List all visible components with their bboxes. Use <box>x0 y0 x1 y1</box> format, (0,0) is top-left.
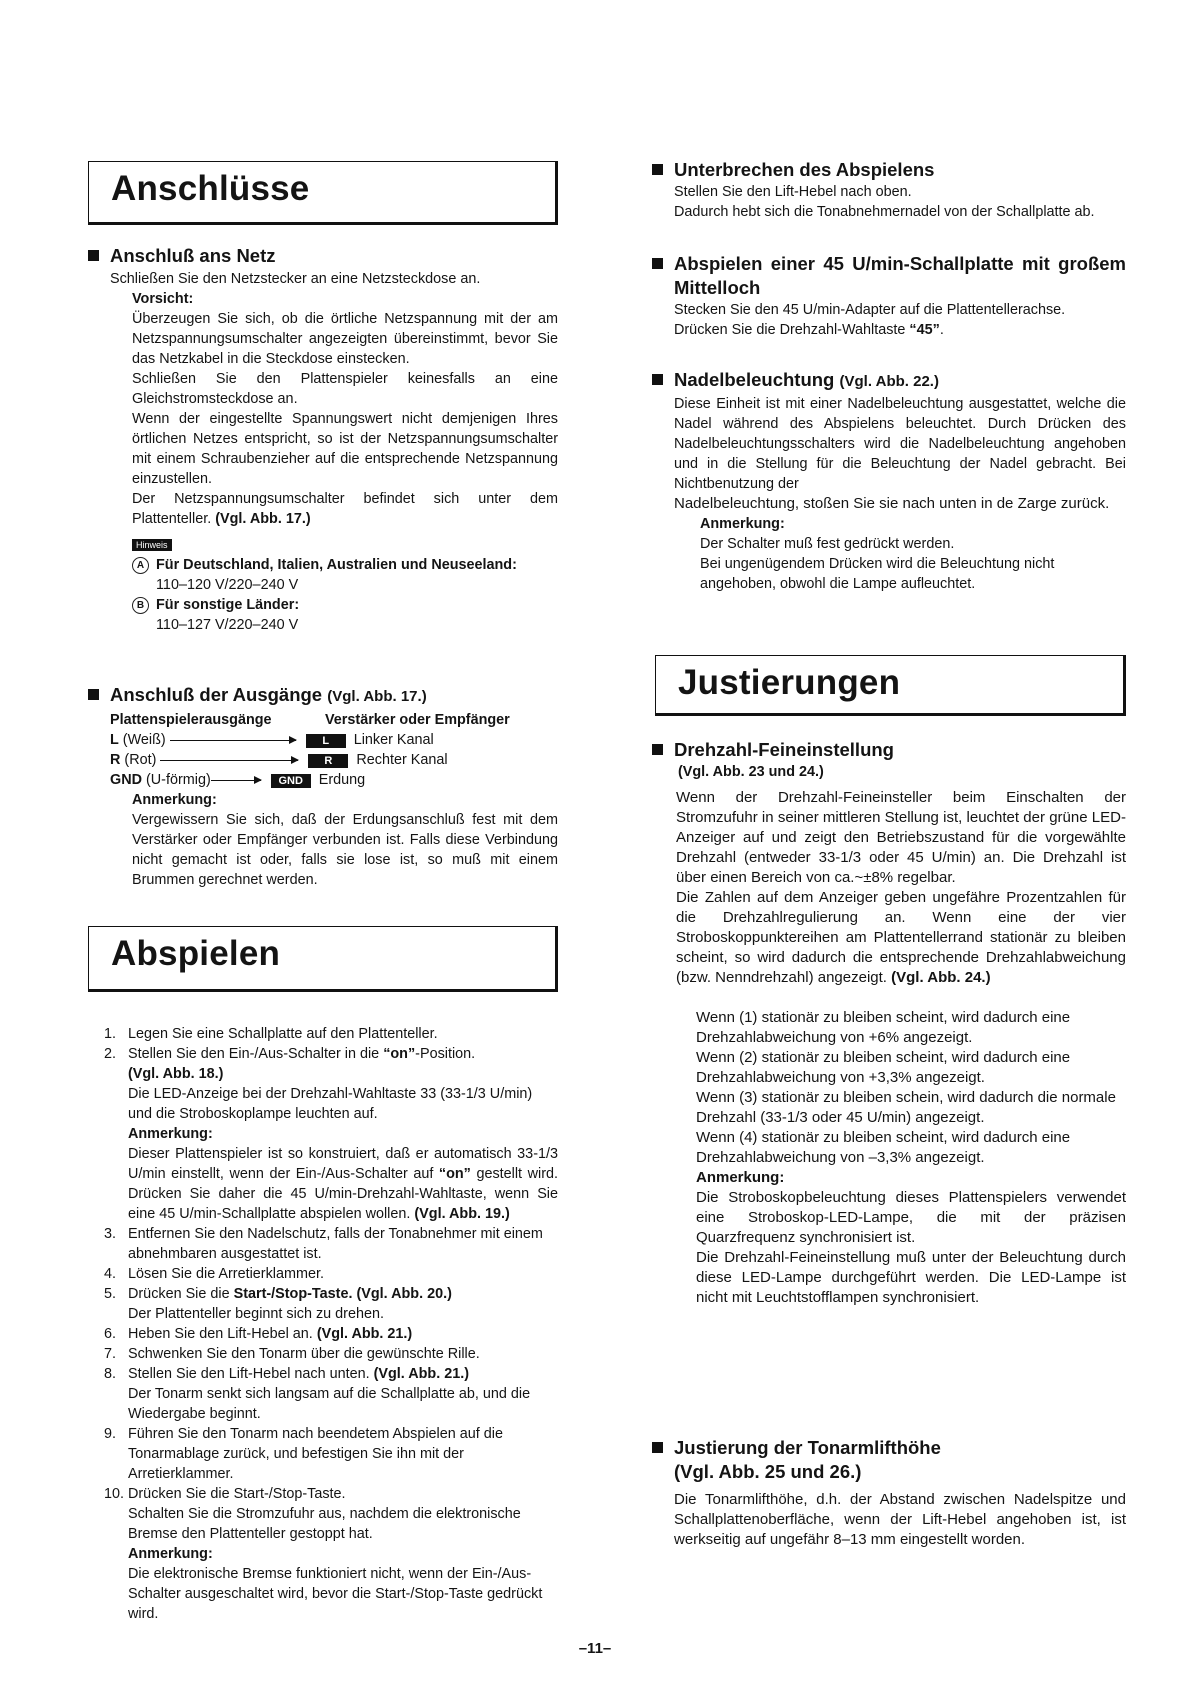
laender-b: B Für sonstige Länder: <box>132 595 558 615</box>
drehzahl-note1: Die Stroboskopbeleuchtung dieses Plattenspielers verwendet eine Stroboskop-LED-Lampe, die mit der präzisen Quarzfrequenz synchronisiert ist. <box>696 1189 1126 1246</box>
step-10: 10. Drücken Sie die Start-/Stop-Taste. Schalten Sie die Stromzufuhr aus, nachdem die elektronische Bremse den Plattenteller gestoppt hat. Anmerkung: Die elektronische Bremse funktioniert nicht, wenn der Ein-/Aus-Schalter ausgeschaltet wird, bevor die Start-/Stop-Taste gedrückt wird. <box>104 1486 543 1622</box>
circle-a-icon: A <box>132 557 149 574</box>
heading-mittelloch: Abspielen einer 45 U/min-Schallplatte mit großem Mittelloch <box>674 253 1126 298</box>
section-title-justierungen: Justierungen <box>678 663 901 702</box>
step-2: 2. Stellen Sie den Ein-/Aus-Schalter in die “on”-Position. (Vgl. Abb. 18.) Die LED-Anzeige bei der Drehzahl-Wahltaste 33 (33-1/3 U/min) und die Stroboskoplampe leuchten auf. Anmerkung: Dieser Plattenspieler ist so konstruiert, daß er automatisch 33-1/3 U/min einstellt, wenn der Ein-/Aus-Schalter auf “on” gestellt wird. Drücken Sie daher die 45 U/min-Drehzahl-Wahltaste, wenn Sie eine 45 U/min-Schallplatte abspielen wollen. (Vgl. Abb. 19.) <box>104 1046 558 1222</box>
tag-l: L <box>306 734 346 748</box>
hinweis-badge: Hinweis <box>132 539 172 551</box>
laender-a-value: 110–120 V/220–240 V <box>156 577 299 593</box>
netz-p4: Der Netzspannungsumschalter befindet sich unter dem Plattenteller. (Vgl. Abb. 17.) <box>132 491 558 527</box>
step-9: 9. Führen Sie den Tonarm nach beendetem Abspielen auf die Tonarmablage zurück, und befestigen Sie ihn mit der Arretierklammer. <box>104 1426 503 1482</box>
netz-intro: Schließen Sie den Netzstecker an eine Netzsteckdose an. <box>110 271 481 287</box>
circle-b-icon: B <box>132 597 149 614</box>
arrow-right-icon <box>160 760 298 761</box>
abspielen-steps <box>104 1024 558 1624</box>
col-header-target: Verstärker oder Empfänger <box>325 712 510 728</box>
section-box-anschluesse <box>88 161 558 225</box>
drehzahl-ref: (Vgl. Abb. 23 und 24.) <box>678 764 824 780</box>
mittelloch-p2: Drücken Sie die Drehzahl-Wahltaste “45”. <box>674 322 944 338</box>
step-7: 7. Schwenken Sie den Tonarm über die gewünschte Rille. <box>104 1346 480 1362</box>
block-anschluss-ausgaenge <box>88 683 558 890</box>
block-anschluss-netz <box>88 244 558 635</box>
bullet-square-icon <box>652 744 663 755</box>
step-3: 3. Entfernen Sie den Nadelschutz, falls der Tonabnehmer mit einem abnehmbaren ausgestattet ist. <box>104 1226 543 1262</box>
connection-row-r: R (Rot) R Rechter Kanal <box>110 752 448 768</box>
arrow-right-icon <box>170 740 296 741</box>
unterbrechen-p1: Stellen Sie den Lift-Hebel nach oben. <box>674 184 912 200</box>
bullet-square-icon <box>652 374 663 385</box>
mittelloch-p1: Stecken Sie den 45 U/min-Adapter auf die Plattentellerachse. <box>674 302 1066 318</box>
bullet-square-icon <box>88 250 99 261</box>
nadel-note-label: Anmerkung: <box>700 516 785 532</box>
block-tonarmlift <box>652 1436 1126 1550</box>
tag-gnd: GND <box>271 774 311 788</box>
arrow-right-icon <box>211 780 261 781</box>
wenn-3: Wenn (3) stationär zu bleiben schein, wird dadurch die normale Drehzahl (33-1/3 oder 45 U/min) angezeigt. <box>696 1089 1116 1126</box>
netz-p1: Überzeugen Sie sich, ob die örtliche Netzspannung mit der am Netzspannungsumschalter angezeigten übereinstimmt, bevor Sie das Netzkabel in die Steckdose einstecken. <box>132 311 558 367</box>
step-4: 4. Lösen Sie die Arretierklammer. <box>104 1266 324 1282</box>
heading-tonarmlift: Justierung der Tonarmlifthöhe <box>652 1436 1126 1460</box>
block-unterbrechen <box>652 158 1126 222</box>
heading-unterbrechen: Unterbrechen des Abspielens <box>652 158 1126 182</box>
bullet-square-icon <box>652 1442 663 1453</box>
page-number: –11– <box>578 1640 612 1657</box>
drehzahl-p1: Wenn der Drehzahl-Feineinsteller beim Einschalten der Stromzufuhr in seiner mittleren Stellung ist, leuchtet der grüne LED-Anzeiger auf und zeigt den Betriebszustand für die vorgewählte Drehzahl (entweder 33-1/3 oder 45 U/min) an. Die Drehzahl ist über einen Bereich von ca.~±8% regelbar. <box>676 789 1126 886</box>
connection-row-gnd: GND (U-förmig) GND Erdung <box>110 772 366 788</box>
step-6: 6. Heben Sie den Lift-Hebel an. (Vgl. Abb. 21.) <box>104 1326 413 1342</box>
unterbrechen-p2: Dadurch hebt sich die Tonabnehmernadel von der Schallplatte ab. <box>674 204 1095 220</box>
nadel-p: Diese Einheit ist mit einer Nadelbeleuchtung ausgestattet, welche die Nadel während des Abspielens beleuchtet. Durch Drücken des Nadelbeleuchtungsschalters wird die Nadelbeleuchtung angehoben und in die Stellung für die Beleuchtung der Nadel gebracht. Bei Nichtbenutzung der <box>674 396 1126 492</box>
section-box-abspielen <box>88 926 558 992</box>
heading-anschluss-ausgaenge: Anschluß der Ausgänge (Vgl. Abb. 17.) <box>88 683 558 709</box>
wenn-2: Wenn (2) stationär zu bleiben scheint, wird dadurch eine Drehzahlabweichung von +3,3% angezeigt. <box>696 1049 1071 1086</box>
ausgaenge-note: Vergewissern Sie sich, daß der Erdungsanschluß fest mit dem Verstärker oder Empfänger verbunden ist. Falls diese Verbindung nicht gemacht ist oder, falls sie lose ist, so muß mit einem Brummen gerechnet werden. <box>132 812 558 888</box>
bullet-square-icon <box>88 689 99 700</box>
tag-r: R <box>308 754 348 768</box>
heading-drehzahl: Drehzahl-Feineinstellung <box>652 738 1126 762</box>
bullet-square-icon <box>652 258 663 269</box>
connection-table <box>110 710 510 730</box>
tonarmlift-ref: (Vgl. Abb. 25 und 26.) <box>674 1461 862 1482</box>
laender-b-value: 110–127 V/220–240 V <box>156 617 299 633</box>
col-header-source: Plattenspielerausgänge <box>110 712 272 728</box>
drehzahl-p2: Die Zahlen auf dem Anzeiger geben ungefähre Prozentzahlen für die Drehzahlregulierung an. Wenn eine der vier Stroboskoppunktereihen am Plattentellerrand stationär zu bleiben scheint, so wird dadurch die entsprechende Drehzahlabweichung (bzw. Nenndrehzahl) angezeigt. (Vgl. Abb. 24.) <box>676 889 1126 986</box>
section-title-abspielen: Abspielen <box>111 934 281 973</box>
ausgaenge-note-label: Anmerkung: <box>132 792 217 808</box>
nadel-note2: Bei ungenügendem Drücken wird die Beleuchtung nicht angehoben, obwohl die Lampe aufleuchtet. <box>700 556 1055 592</box>
step-1: 1. Legen Sie eine Schallplatte auf den Plattenteller. <box>104 1026 438 1042</box>
nadel-note1: Der Schalter muß fest gedrückt werden. <box>700 536 955 552</box>
step-8: 8. Stellen Sie den Lift-Hebel nach unten. (Vgl. Abb. 21.) Der Tonarm senkt sich langsam auf die Schallplatte ab, und die Wiedergabe beginnt. <box>104 1366 531 1422</box>
heading-anschluss-netz: Anschluß ans Netz <box>88 244 558 268</box>
laender-a: A Für Deutschland, Italien, Australien und Neuseeland: <box>132 555 558 575</box>
connection-row-l: L (Weiß) L Linker Kanal <box>110 732 434 748</box>
step-5: 5. Drücken Sie die Start-/Stop-Taste. (Vgl. Abb. 20.) Der Plattenteller beginnt sich zu drehen. <box>104 1286 452 1322</box>
tonarmlift-p: Die Tonarmlifthöhe, d.h. der Abstand zwischen Nadelspitze und Schallplattenoberfläche, wenn der Lift-Hebel angehoben ist, ist werkseitig auf ungefähr 8–13 mm eingestellt worden. <box>674 1491 1126 1548</box>
drehzahl-note-label: Anmerkung: <box>696 1169 785 1186</box>
vorsicht-label: Vorsicht: <box>132 291 194 307</box>
heading-nadelbeleuchtung: Nadelbeleuchtung (Vgl. Abb. 22.) <box>652 368 1126 394</box>
block-drehzahl <box>652 738 1126 1308</box>
netz-p3: Wenn der eingestellte Spannungswert nicht demjenigen Ihres örtlichen Netzes entspricht, so ist der Netzspannungsumschalter mit einem Schraubenzieher auf die entsprechende Netzspannung einzustellen. <box>132 411 558 487</box>
block-mittelloch <box>652 252 1126 340</box>
section-title-anschluesse: Anschlüsse <box>111 169 310 208</box>
block-nadelbeleuchtung <box>652 368 1126 594</box>
wenn-1: Wenn (1) stationär zu bleiben scheint, wird dadurch eine Drehzahlabweichung von +6% angezeigt. <box>696 1009 1071 1046</box>
nadel-p-b: Nadelbeleuchtung, stoßen Sie sie nach unten in de Zarge zurück. <box>674 495 1110 512</box>
section-box-justierungen <box>655 655 1126 716</box>
bullet-square-icon <box>652 164 663 175</box>
wenn-4: Wenn (4) stationär zu bleiben scheint, wird dadurch eine Drehzahlabweichung von –3,3% angezeigt. <box>696 1129 1071 1166</box>
netz-p2: Schließen Sie den Plattenspieler keinesfalls an eine Gleichstromsteckdose an. <box>132 371 558 407</box>
drehzahl-note2: Die Drehzahl-Feineinstellung muß unter der Beleuchtung durch diese LED-Lampe durchgeführt werden. Die LED-Lampe ist nicht mit Leuchtstofflampen synchronisiert. <box>696 1249 1126 1306</box>
